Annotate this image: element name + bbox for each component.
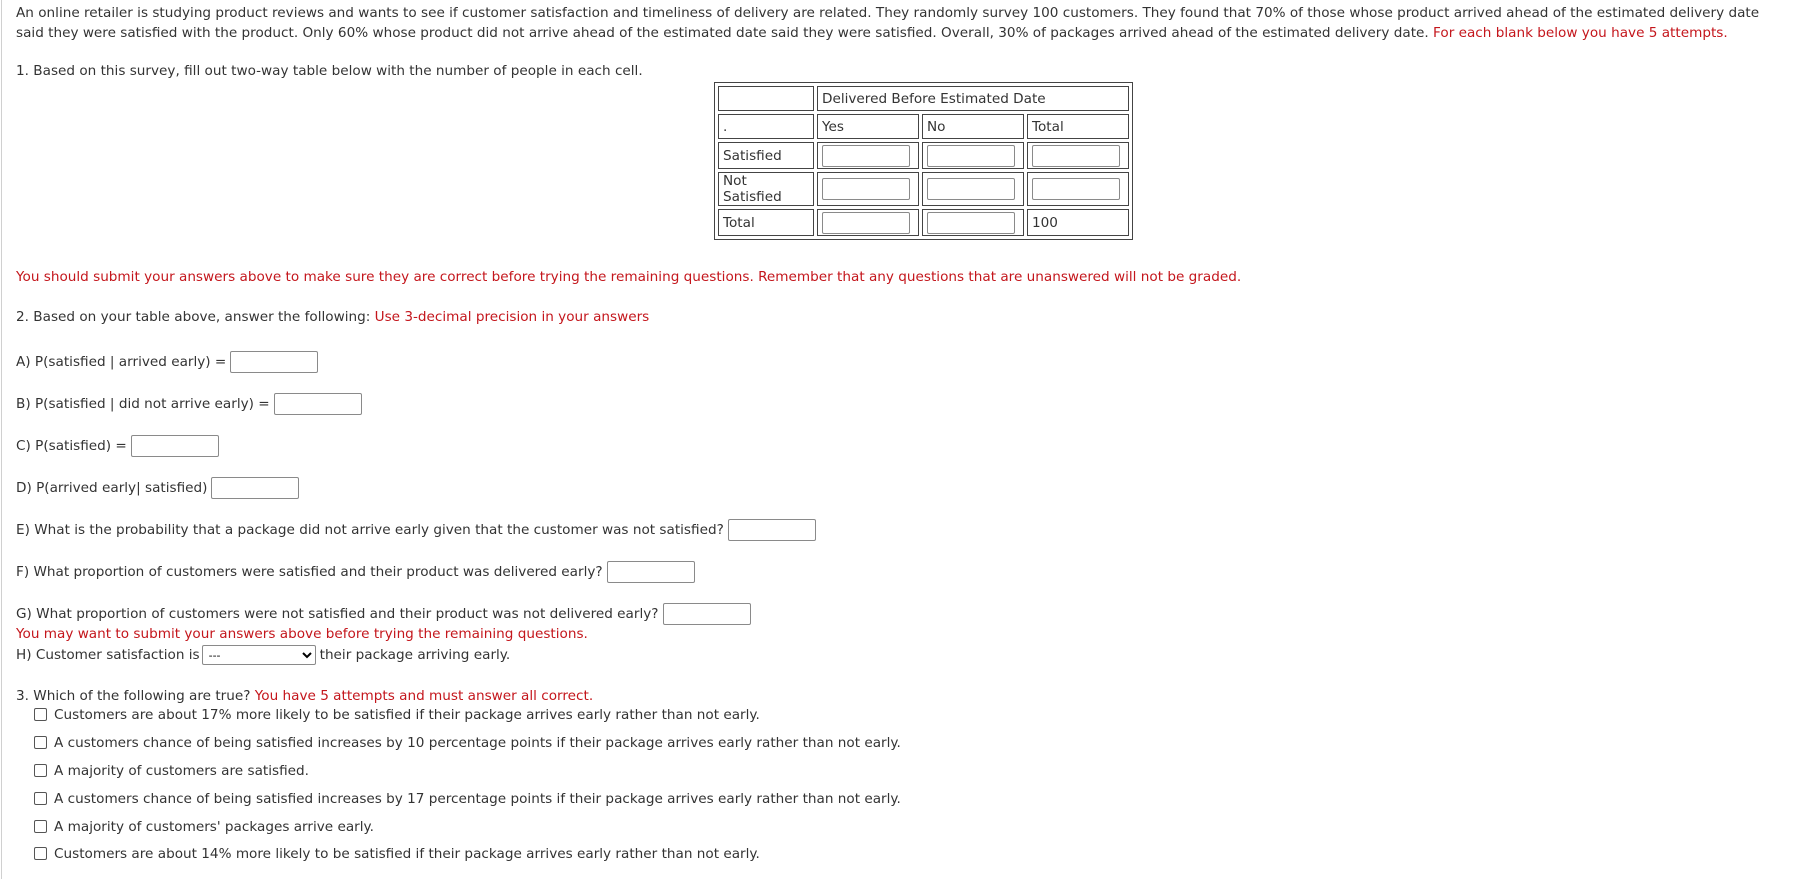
question-2b-label: B) P(satisfied | did not arrive early) = xyxy=(16,396,270,412)
question-2f-label: F) What proportion of customers were satisfied and their product was delivered early? xyxy=(16,564,603,580)
table-row xyxy=(718,142,1129,169)
question-2d-label: D) P(arrived early| satisfied) xyxy=(16,480,208,496)
list-item[interactable] xyxy=(34,705,760,725)
option-1-label: Customers are about 17% more likely to be satisfied if their package arrives early rather than not early. xyxy=(54,707,760,723)
question-2g xyxy=(16,602,751,626)
question-2h xyxy=(16,644,510,666)
question-1-prompt: 1. Based on this survey, fill out two-way table below with the number of people in each cell. xyxy=(16,63,643,79)
question-2c-label: C) P(satisfied) = xyxy=(16,438,127,454)
option-2-label: A customers chance of being satisfied increases by 10 percentage points if their package arrives early rather than not early. xyxy=(54,735,901,751)
question-2-text: 2. Based on your table above, answer the following: xyxy=(16,309,371,325)
answer-2c-input[interactable] xyxy=(131,435,219,457)
option-6-label: Customers are about 14% more likely to be satisfied if their package arrives early rather than not early. xyxy=(54,846,760,862)
table-column-header-total: Total xyxy=(1027,114,1129,139)
table-column-header-yes: Yes xyxy=(817,114,919,139)
left-frame-border xyxy=(1,0,2,879)
option-3-label: A majority of customers are satisfied. xyxy=(54,763,309,779)
total-no-input[interactable] xyxy=(927,212,1015,234)
question-2d xyxy=(16,476,299,500)
submit-warning-2: You may want to submit your answers above before trying the remaining questions. xyxy=(16,626,588,642)
satisfied-no-input[interactable] xyxy=(927,145,1015,167)
question-3-note: You have 5 attempts and must answer all correct. xyxy=(254,688,594,704)
table-row-label-satisfied: Satisfied xyxy=(718,142,814,169)
question-3-prompt xyxy=(16,686,593,706)
answer-2e-input[interactable] xyxy=(728,519,816,541)
list-item[interactable] xyxy=(34,733,901,753)
answer-2d-input[interactable] xyxy=(211,477,299,499)
table-corner-cell xyxy=(718,86,814,111)
option-4-checkbox[interactable] xyxy=(34,792,47,805)
answer-2f-input[interactable] xyxy=(607,561,695,583)
table-row-label-total: Total xyxy=(718,209,814,236)
satisfied-total-input[interactable] xyxy=(1032,145,1120,167)
problem-intro xyxy=(16,3,1791,43)
option-6-checkbox[interactable] xyxy=(34,847,47,860)
question-2-prompt xyxy=(16,309,649,325)
precision-note: Use 3-decimal precision in your answers xyxy=(374,309,650,325)
answer-2a-input[interactable] xyxy=(230,351,318,373)
option-5-label: A majority of customers' packages arrive early. xyxy=(54,819,374,835)
attempts-note: For each blank below you have 5 attempts. xyxy=(1433,25,1728,41)
option-4-label: A customers chance of being satisfied increases by 17 percentage points if their package arrives early rather than not early. xyxy=(54,791,901,807)
question-2b xyxy=(16,392,362,416)
question-3-text: 3. Which of the following are true? xyxy=(16,688,251,704)
question-2g-label: G) What proportion of customers were not satisfied and their product was not delivered early? xyxy=(16,606,659,622)
list-item[interactable] xyxy=(34,844,760,864)
question-2a-label: A) P(satisfied | arrived early) = xyxy=(16,354,227,370)
question-2h-suffix: their package arriving early. xyxy=(319,647,511,663)
question-2c xyxy=(16,434,219,458)
intro-text: An online retailer is studying product reviews and wants to see if customer satisfaction and timeliness of delivery are related. They randomly survey 100 customers. They found that 70% of those whose product arrived ahead of the estimated delivery date said they were satisfied with the product. Only 60% whose product did not arrive ahead of the estimated date said they were satisfied. Overall, 30% of packages arrived ahead of the estimated delivery date. xyxy=(16,5,1760,41)
list-item[interactable] xyxy=(34,817,374,837)
answer-2b-input[interactable] xyxy=(274,393,362,415)
submit-warning: You should submit your answers above to make sure they are correct before trying the remaining questions. Remember that any questions that are unanswered will not be graded. xyxy=(16,269,1242,285)
not-satisfied-no-input[interactable] xyxy=(927,178,1015,200)
table-row-label-header: . xyxy=(718,114,814,139)
question-2h-prefix: H) Customer satisfaction is xyxy=(16,647,200,663)
total-yes-input[interactable] xyxy=(822,212,910,234)
not-satisfied-yes-input[interactable] xyxy=(822,178,910,200)
answer-2g-input[interactable] xyxy=(663,603,751,625)
question-2e-label: E) What is the probability that a package did not arrive early given that the customer was not satisfied? xyxy=(16,522,724,538)
option-2-checkbox[interactable] xyxy=(34,736,47,749)
two-way-table xyxy=(714,82,1133,240)
question-2e xyxy=(16,518,816,542)
table-row xyxy=(718,209,1129,236)
table-row xyxy=(718,172,1129,206)
relationship-select[interactable] xyxy=(202,645,316,665)
list-item[interactable] xyxy=(34,789,901,809)
question-2f xyxy=(16,560,695,584)
grand-total-value: 100 xyxy=(1027,209,1129,236)
not-satisfied-total-input[interactable] xyxy=(1032,178,1120,200)
question-2a xyxy=(16,350,318,374)
table-column-header-no: No xyxy=(922,114,1024,139)
satisfied-yes-input[interactable] xyxy=(822,145,910,167)
option-3-checkbox[interactable] xyxy=(34,764,47,777)
list-item[interactable] xyxy=(34,761,309,781)
table-row-label-not-satisfied: Not Satisfied xyxy=(718,172,814,206)
option-5-checkbox[interactable] xyxy=(34,820,47,833)
table-group-header: Delivered Before Estimated Date xyxy=(817,86,1129,111)
option-1-checkbox[interactable] xyxy=(34,708,47,721)
